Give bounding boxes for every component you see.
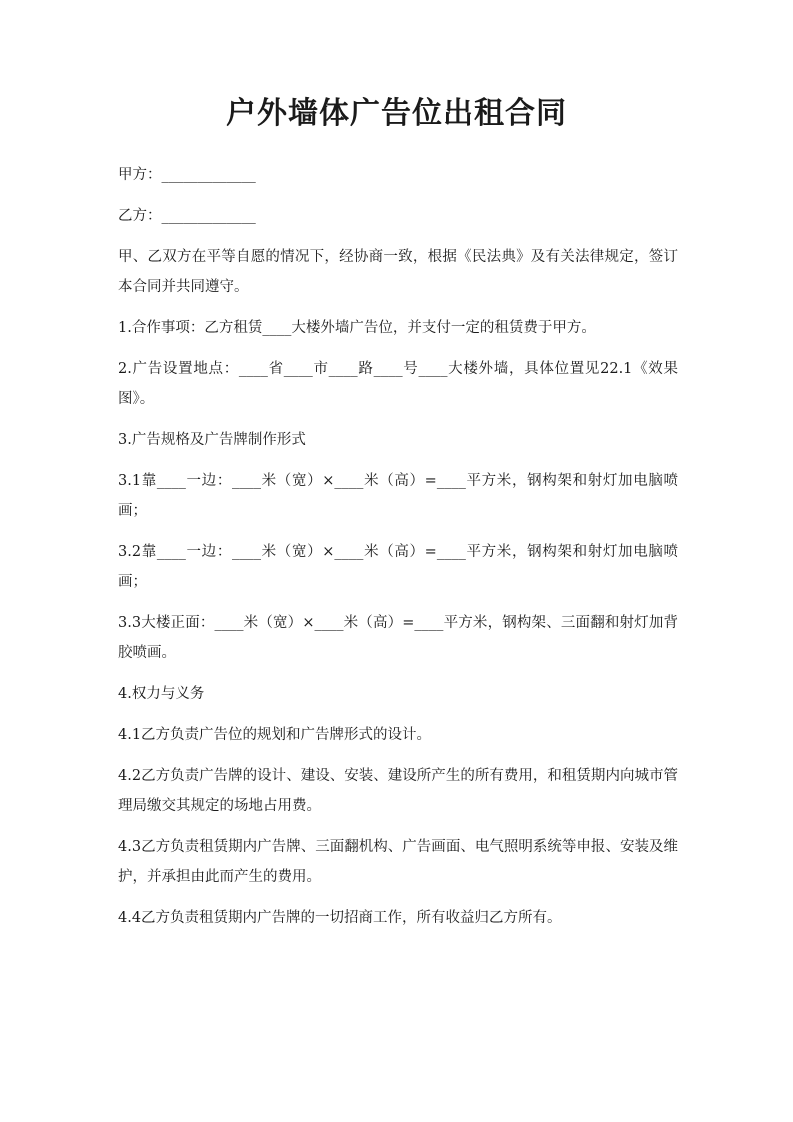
clause-3-2: 3.2靠____一边：____米（宽）×____米（高）=____平方米，钢构架和射灯加电脑喷画； — [118, 544, 678, 590]
clause-4-1: 4.1乙方负责广告位的规划和广告牌形式的设计。 — [118, 727, 432, 743]
document-body — [118, 160, 678, 944]
clause-3-3: 3.3大楼正面：____米（宽）×____米（高）=____平方米，钢构架、三面翻和射灯加背胶喷画。 — [118, 615, 678, 661]
clause-3-heading: 3.广告规格及广告牌制作形式 — [118, 432, 306, 448]
clause-4-3: 4.3乙方负责租赁期内广告牌、三面翻机构、广告画面、电气照明系统等申报、安装及维护，并承担由此而产生的费用。 — [118, 839, 678, 885]
clause-4-4: 4.4乙方负责租赁期内广告牌的一切招商工作，所有收益归乙方所有。 — [118, 910, 562, 926]
document-title: 户外墙体广告位出租合同 — [226, 96, 567, 131]
preamble-paragraph: 甲、乙双方在平等自愿的情况下，经协商一致，根据《民法典》及有关法律规定，签订本合同并共同遵守。 — [118, 249, 678, 295]
clause-4-heading: 4.权力与义务 — [118, 686, 205, 702]
clause-1: 1.合作事项：乙方租赁____大楼外墙广告位，并支付一定的租赁费于甲方。 — [118, 320, 596, 336]
party-a-line: 甲方：_____________ — [118, 167, 256, 183]
party-b-line: 乙方：_____________ — [118, 208, 256, 224]
clause-3-1: 3.1靠____一边：____米（宽）×____米（高）=____平方米，钢构架和射灯加电脑喷画； — [118, 473, 678, 519]
clause-2: 2.广告设置地点：____省____市____路____号____大楼外墙，具体位置见22.1《效果图》。 — [118, 361, 678, 407]
clause-4-2: 4.2乙方负责广告牌的设计、建设、安装、建设所产生的所有费用，和租赁期内向城市管理局缴交其规定的场地占用费。 — [118, 768, 678, 814]
